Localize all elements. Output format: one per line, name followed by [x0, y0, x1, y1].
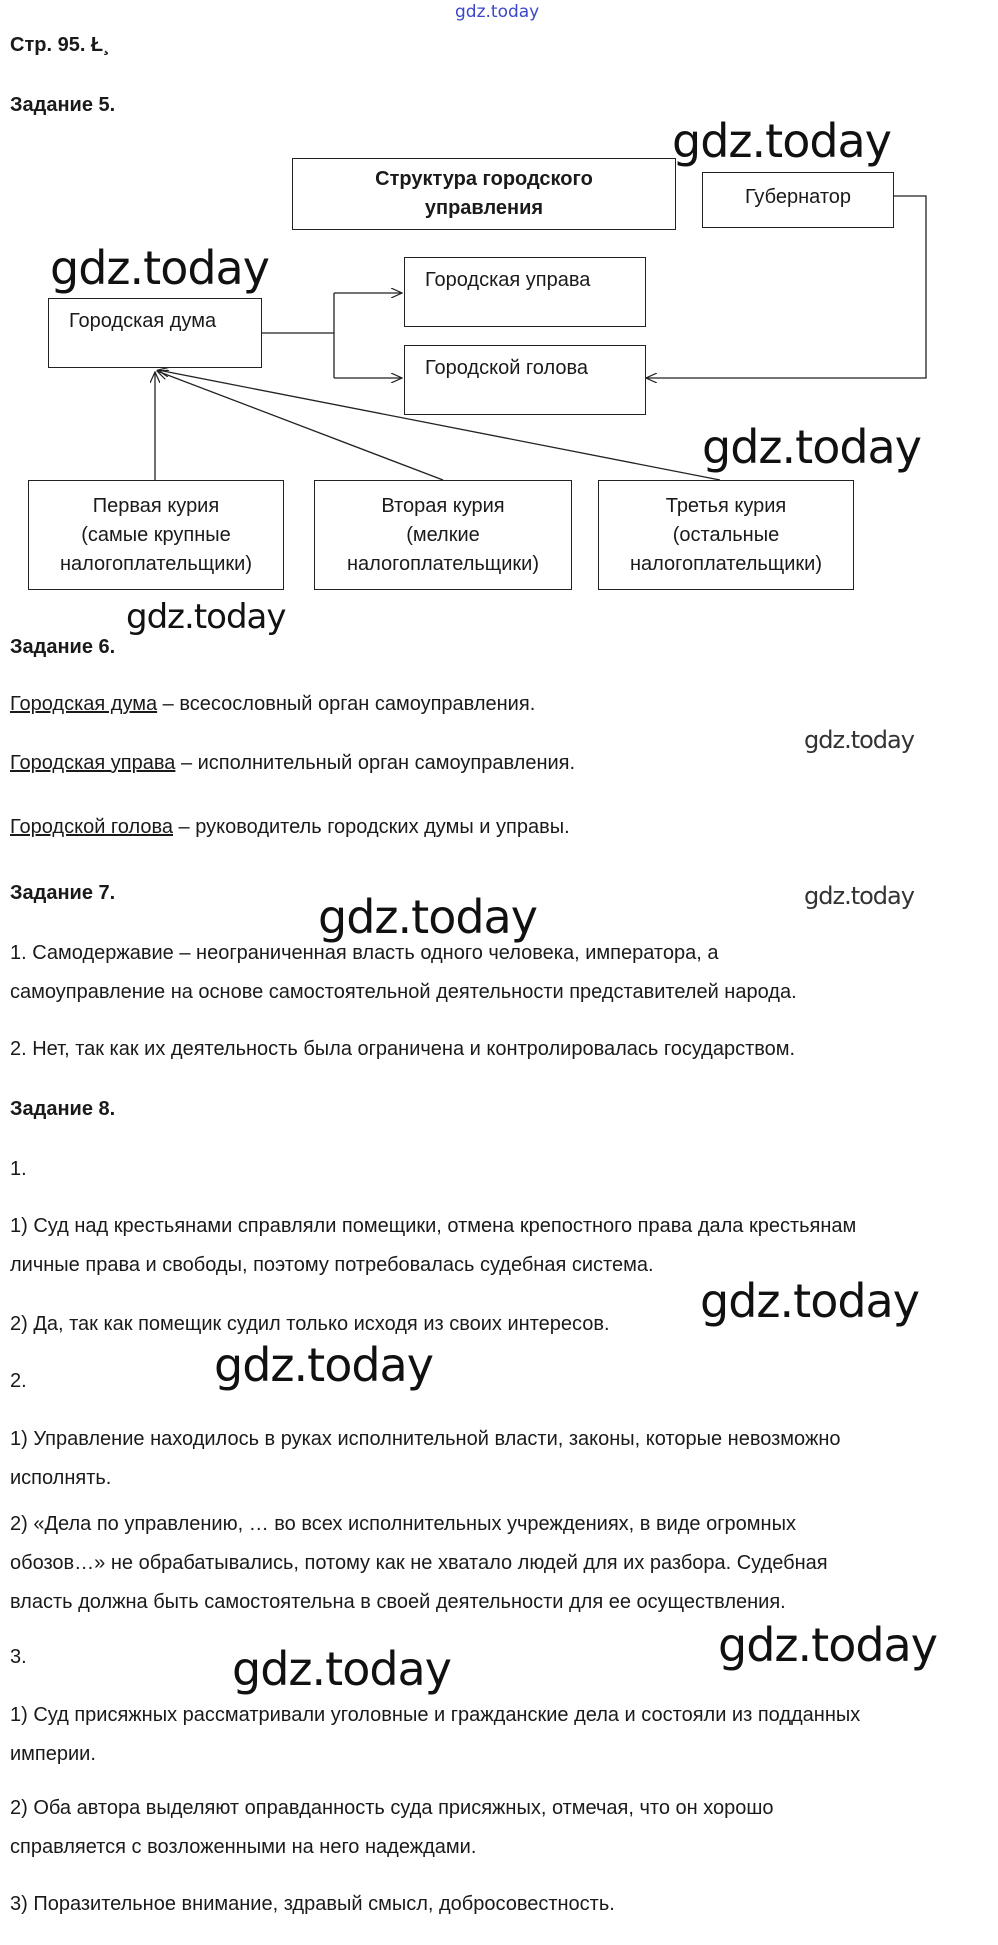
curia3-line2: (остальные: [672, 523, 780, 546]
task7-heading: Задание 7.: [10, 882, 116, 904]
curia1-box: [28, 480, 284, 590]
task6-term-1: Городская дума: [10, 693, 158, 715]
task8-q1-answer-1-line2: личные права и свободы, поэтому потребовалась судебная система.: [10, 1254, 654, 1276]
curia1-line1: Первая курия: [92, 494, 220, 517]
task6-term-2: Городская управа: [10, 752, 176, 774]
task7-answer-1: [10, 934, 990, 1012]
task6-def-3: – руководитель городских думы и управы.: [173, 816, 570, 838]
watermark-11: gdz.today: [232, 1642, 451, 1696]
watermark-6: gdz.today: [804, 882, 914, 910]
curia1-line3: налогоплательщики): [59, 552, 253, 575]
task8-q3-answer-3: 3) Поразительное внимание, здравый смысл, добросовестность.: [10, 1893, 615, 1915]
task8-q1-answer-2: 2) Да, так как помещик судил только исходя из своих интересов.: [10, 1313, 610, 1335]
task6-term-3: Городской голова: [10, 816, 173, 838]
watermark-2: gdz.today: [50, 241, 269, 295]
task8-q2-answer-2-line1: 2) «Дела по управлению, … во всех исполнительных учреждениях, в виде огромных: [10, 1513, 796, 1535]
task6-def-2: – исполнительный орган самоуправления.: [175, 752, 576, 774]
task7-answer-1-line2: самоуправление на основе самостоятельной деятельности представителей народа.: [10, 981, 797, 1003]
task6-def-1: – всесословный орган самоуправления.: [157, 693, 536, 715]
city-golova-box: [404, 345, 646, 415]
task8-q2-answer-2: [10, 1505, 990, 1622]
city-golova-label: Городской голова: [425, 357, 588, 379]
task8-q3-answer-1-line1: 1) Суд присяжных рассматривали уголовные и гражданские дела и состояли из подданных: [10, 1704, 861, 1726]
diagram-title-line2: управления: [424, 197, 544, 219]
watermark-top: gdz.today: [455, 2, 540, 22]
watermark-7: gdz.today: [318, 890, 537, 944]
curia3-line1: Третья курия: [665, 494, 787, 517]
task5-heading: Задание 5.: [10, 94, 116, 116]
curia3-line3: налогоплательщики): [629, 552, 823, 575]
watermark-3: gdz.today: [702, 420, 921, 474]
city-uprava-label: Городская управа: [425, 269, 591, 291]
task8-q2-answer-1-line2: исполнять.: [10, 1467, 112, 1489]
task8-q1-answer-1-line1: 1) Суд над крестьянами справляли помещики, отмена крепостного права дала крестьянам: [10, 1215, 857, 1237]
curia2-line3: налогоплательщики): [346, 552, 540, 575]
task8-q3-answer-1-line2: империи.: [10, 1743, 96, 1765]
watermark-4: gdz.today: [126, 597, 286, 637]
governor-box: [702, 172, 894, 228]
task6-item-1: [10, 685, 990, 724]
city-duma-label: Городская дума: [69, 310, 217, 332]
curia1-line2: (самые крупные: [81, 523, 231, 546]
task8-heading: Задание 8.: [10, 1098, 116, 1120]
task7-answer-2: 2. Нет, так как их деятельность была ограничена и контролировалась государством.: [10, 1038, 796, 1060]
watermark-10: gdz.today: [718, 1618, 937, 1672]
task8-q3-answer-1: [10, 1696, 990, 1774]
task8-q2-answer-1-line1: 1) Управление находилось в руках исполнительной власти, законы, которые невозможно: [10, 1428, 841, 1450]
task8-q3-answer-2: [10, 1789, 990, 1867]
task8-q2-answer-1: [10, 1420, 990, 1498]
watermark-9: gdz.today: [214, 1338, 433, 1392]
task7-answer-1-line1: 1. Самодержавие – неограниченная власть одного человека, императора, а: [10, 942, 719, 964]
diagram-title-box: [292, 158, 676, 230]
city-duma-box: [48, 298, 262, 368]
task8-q2-number: 2.: [10, 1370, 27, 1392]
watermark-8: gdz.today: [700, 1274, 919, 1328]
curia2-line2: (мелкие: [406, 523, 480, 546]
task6-item-3: [10, 808, 990, 847]
curia2-line1: Вторая курия: [381, 494, 505, 517]
task8-q2-answer-2-line2: обозов…» не обрабатывались, потому как не хватало людей для их разбора. Судебная: [10, 1552, 828, 1574]
arrow-curia2-to-duma: [157, 371, 443, 480]
task8-q2-answer-2-line3: власть должна быть самостоятельна в своей деятельности для ее осуществления.: [10, 1591, 786, 1613]
diagram-title-line1: Структура городского: [375, 168, 593, 190]
watermark-5: gdz.today: [804, 726, 914, 754]
task8-q1-number: 1.: [10, 1158, 27, 1180]
curia3-box: [598, 480, 854, 590]
watermark-1: gdz.today: [672, 114, 891, 168]
task8-q3-number: 3.: [10, 1646, 27, 1668]
curia2-box: [314, 480, 572, 590]
page-header: Стр. 95. Ł¸: [10, 34, 110, 56]
city-uprava-box: [404, 257, 646, 327]
task8-q3-answer-2-line1: 2) Оба автора выделяют оправданность суда присяжных, отмечая, что он хорошо: [10, 1797, 774, 1819]
governor-label: Губернатор: [744, 186, 852, 208]
task6-heading: Задание 6.: [10, 636, 116, 658]
task8-q3-answer-2-line2: справляется с возложенными на него надеждами.: [10, 1836, 477, 1858]
